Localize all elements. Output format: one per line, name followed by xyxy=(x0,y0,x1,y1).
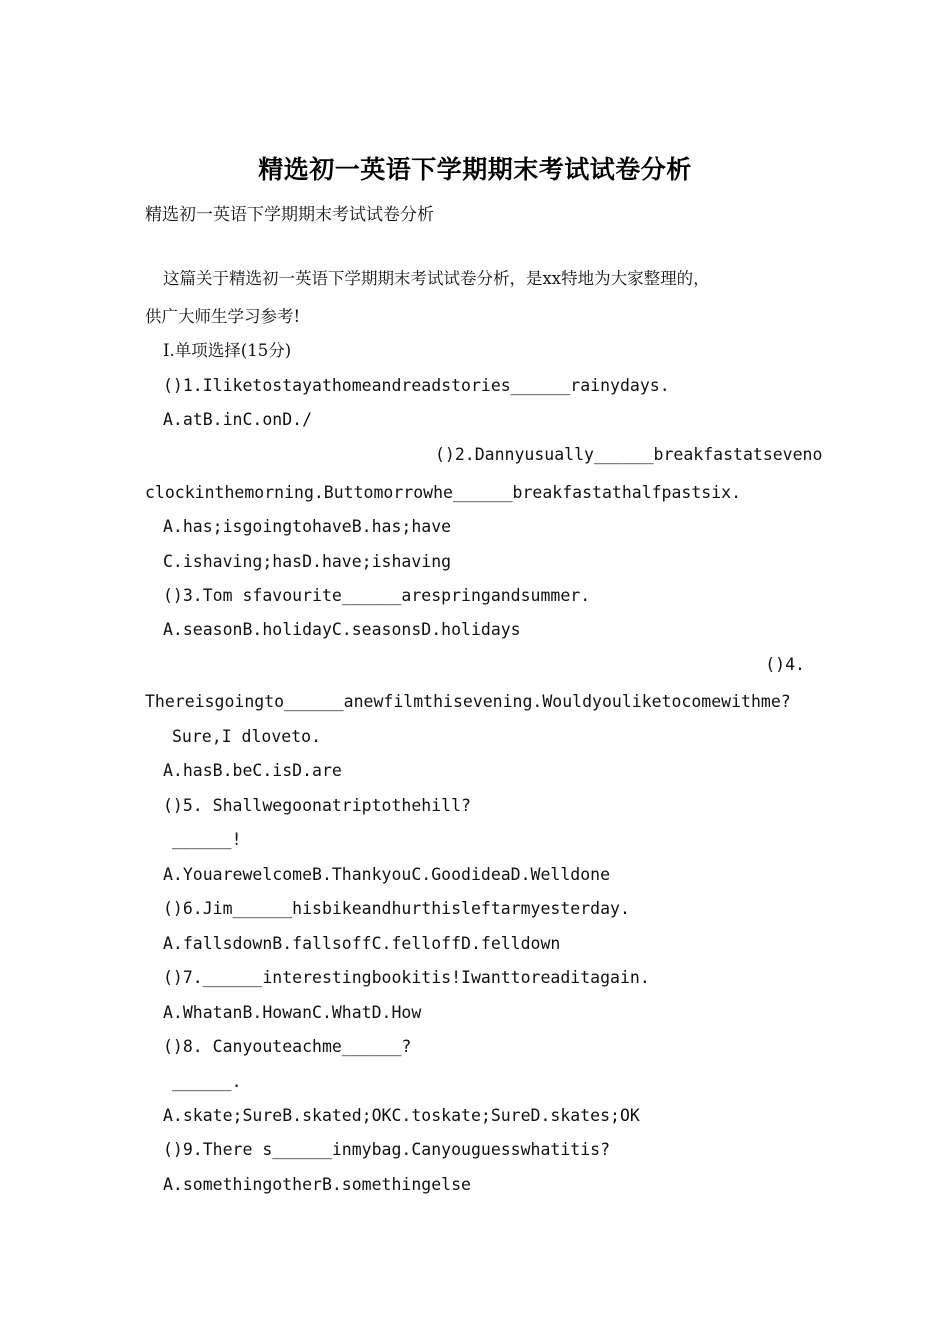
question-5-response: ______! xyxy=(172,830,242,849)
question-1: ()1.Iliketostayathomeandreadstories______rainydays. xyxy=(163,376,670,395)
question-4-line-1: ()4. xyxy=(765,655,805,674)
answer-3: A.seasonB.holidayC.seasonsD.holidays xyxy=(163,620,521,639)
page-title: 精选初一英语下学期期末考试试卷分析 xyxy=(258,155,692,184)
question-6: ()6.Jim______hisbikeandhurthisleftarmyesterday. xyxy=(163,899,630,918)
answer-4: A.hasB.beC.isD.are xyxy=(163,761,342,780)
answer-2-line-1: A.has;isgoingtohaveB.has;have xyxy=(163,517,452,536)
answer-5: A.YouarewelcomeB.ThankyouC.GoodideaD.Welldone xyxy=(163,865,611,884)
answer-7: A.WhatanB.HowanC.WhatD.How xyxy=(163,1003,422,1022)
answer-9: A.somethingotherB.somethingelse xyxy=(163,1175,471,1194)
answer-2-line-2: C.ishaving;hasD.have;ishaving xyxy=(163,552,452,571)
answer-8: A.skate;SureB.skated;OKC.toskate;SureD.skates;OK xyxy=(163,1106,640,1125)
answer-1: A.atB.inC.onD./ xyxy=(163,410,313,429)
question-8: ()8. Canyouteachme______? xyxy=(163,1037,412,1056)
question-2-line-2: clockinthemorning.Buttomorrowhe______breakfastathalfpastsix. xyxy=(145,483,742,502)
question-3: ()3.Tom sfavourite______arespringandsummer. xyxy=(163,586,591,605)
intro-line-1: 这篇关于精选初一英语下学期期末考试试卷分析，是xx特地为大家整理的， xyxy=(163,269,710,288)
question-8-response: ______. xyxy=(172,1072,242,1091)
question-9: ()9.There s______inmybag.Canyouguesswhatitis? xyxy=(163,1140,611,1159)
question-2-line-1: ()2.Dannyusually______breakfastatseveno xyxy=(435,445,823,464)
section-heading: Ⅰ.单项选择(15分) xyxy=(163,341,292,360)
subtitle: 精选初一英语下学期期末考试试卷分析 xyxy=(145,205,434,225)
question-7: ()7.______interestingbookitis!Iwanttoreaditagain. xyxy=(163,968,650,987)
intro-line-2: 供广大师生学习参考! xyxy=(145,307,301,326)
question-5: ()5. Shallwegoonatriptothehill? xyxy=(163,796,471,815)
question-4-line-2: Thereisgoingto______anewfilmthisevening.Wouldyouliketocomewithme? xyxy=(145,692,791,711)
question-4-line-3: Sure,I dloveto. xyxy=(172,727,322,746)
answer-6: A.fallsdownB.fallsoffC.felloffD.felldown xyxy=(163,934,561,953)
